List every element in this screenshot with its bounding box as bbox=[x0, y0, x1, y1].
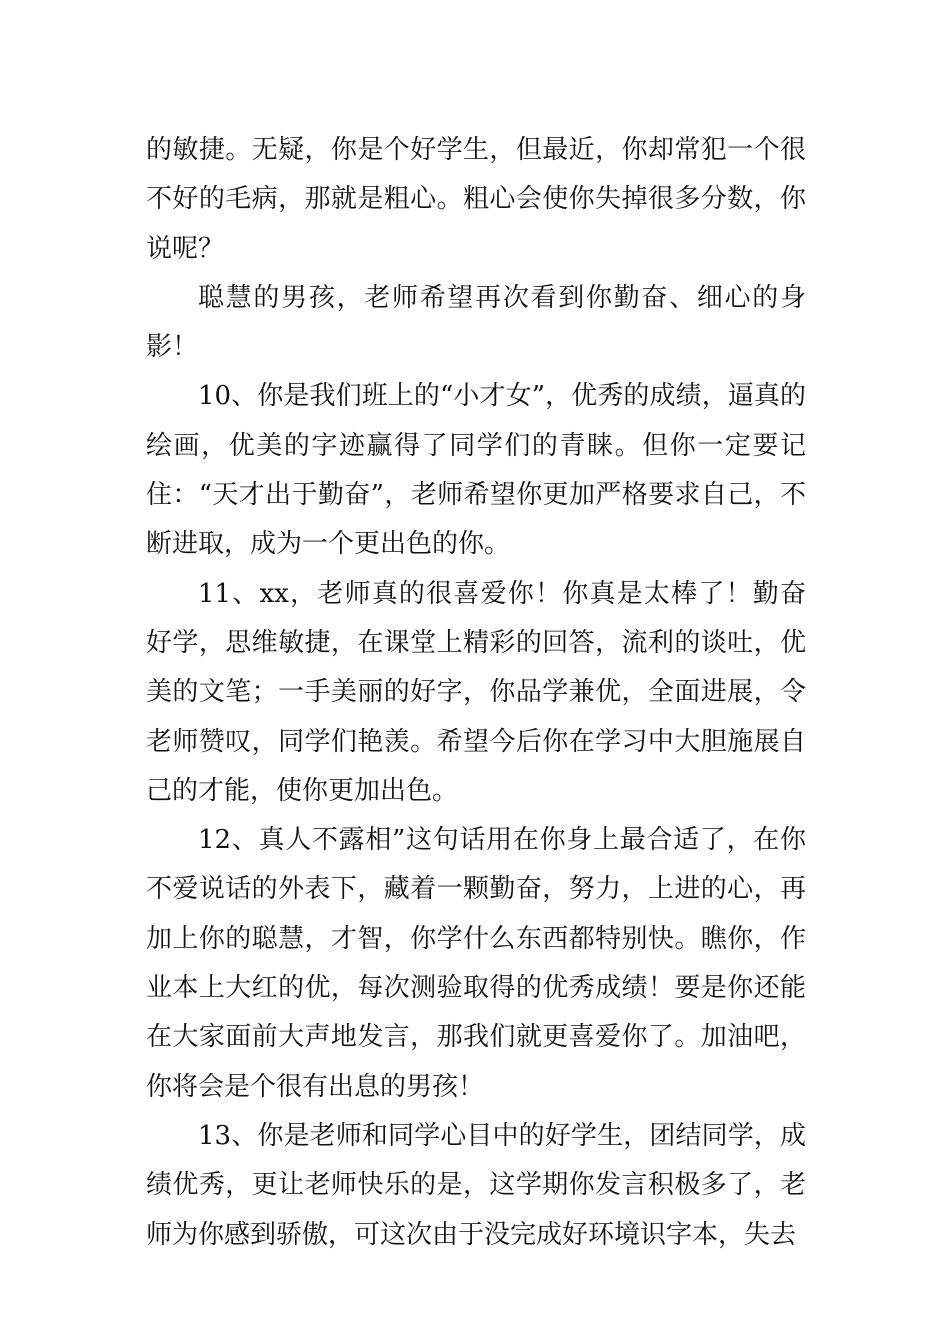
paragraph-comment-12: 12、真人不露相”这句话用在你身上最合适了，在你不爱说话的外表下，藏着一颗勤奋，努力，上进的心，再加上你的聪慧，才智，你学什么东西都特别快。瞧你，作业本上大红的优，每次测验取得的优秀成绩！要是你还能在大家面前大声地发言，那我们就更喜爱你了。加油吧，你将会是个很有出息的男孩！ bbox=[146, 825, 806, 1102]
paragraph-comment-11: 11、xx，老师真的很喜爱你！你真是太棒了！勤奋好学，思维敏捷，在课堂上精彩的回答，流利的谈吐，优美的文笔；一手美丽的好字，你品学兼优，全面进展，令老师赞叹，同学们艳羡。希望今后你在学习中大胆施展自己的才能，使你更加出色。 bbox=[146, 578, 806, 806]
paragraph-continuation: 的敏捷。无疑，你是个好学生，但最近，你却常犯一个很不好的毛病，那就是粗心。粗心会使你失掉很多分数，你说呢？ bbox=[146, 135, 806, 264]
document-body bbox=[146, 126, 806, 1260]
paragraph-comment-13: 13、你是老师和同学心目中的好学生，团结同学，成绩优秀，更让老师快乐的是，这学期你发言积极多了，老师为你感到骄傲，可这次由于没完成好环境识字本，失去 bbox=[146, 1120, 806, 1250]
paragraph-comment-10: 10、你是我们班上的“小才女”，优秀的成绩，逼真的绘画，优美的字迹赢得了同学们的青睐。但你一定要记住：“天才出于勤奋”，老师希望你更加严格要求自己，不断进取，成为一个更出色的你。 bbox=[146, 381, 806, 560]
paragraph-encouragement: 聪慧的男孩，老师希望再次看到你勤奋、细心的身影！ bbox=[146, 282, 806, 363]
